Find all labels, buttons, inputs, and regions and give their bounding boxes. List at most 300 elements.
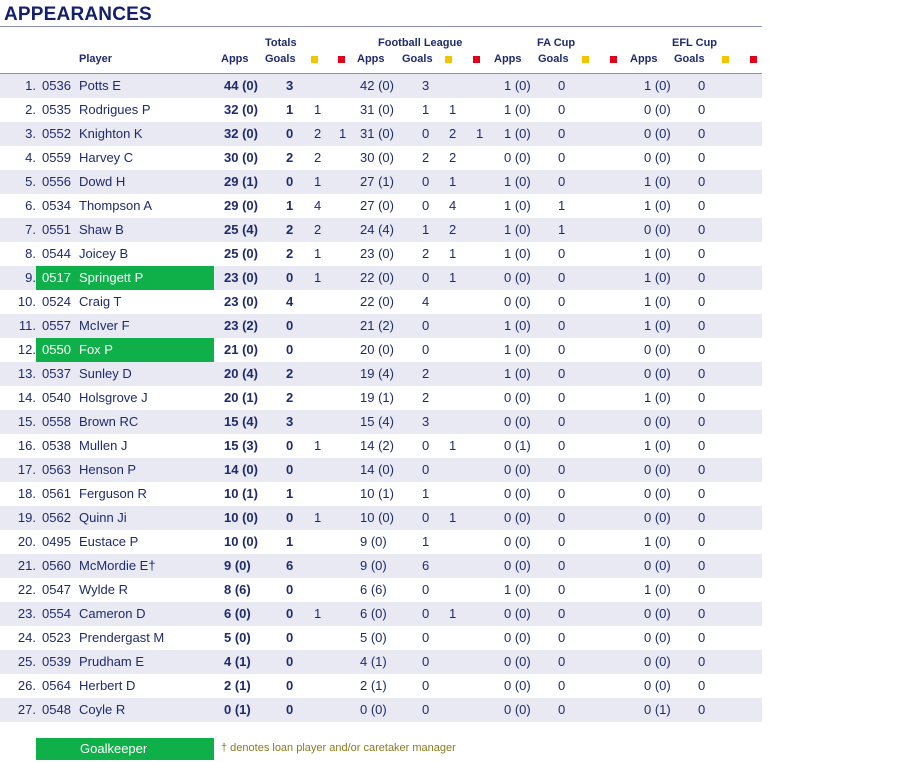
row-number: 23. [17, 606, 36, 621]
efl-cup-goals: 0 [698, 438, 706, 453]
league-apps: 19 (1) [360, 390, 394, 405]
fa-cup-apps: 0 (0) [504, 630, 531, 645]
fa-cup-goals: 0 [558, 246, 566, 261]
totals-apps: 2 (1) [224, 678, 251, 693]
fa-cup-goals: 0 [558, 414, 566, 429]
table-row [0, 290, 762, 314]
efl-cup-goals: 0 [698, 150, 706, 165]
fa-cup-goals: 0 [558, 342, 566, 357]
league-apps: 9 (0) [360, 534, 387, 549]
header-efl-goals: Goals [674, 53, 705, 65]
fa-cup-goals: 0 [558, 78, 566, 93]
totals-yellow-cards: 4 [314, 198, 322, 213]
totals-apps: 29 (1) [224, 174, 258, 189]
fa-cup-goals: 0 [558, 678, 566, 693]
player-code: 0561 [42, 486, 71, 501]
efl-cup-goals: 0 [698, 486, 706, 501]
row-number: 22. [17, 582, 36, 597]
efl-cup-apps: 1 (0) [644, 438, 671, 453]
title-divider [0, 26, 762, 27]
league-yellow-cards: 2 [449, 126, 457, 141]
player-code: 0524 [42, 294, 71, 309]
totals-apps: 5 (0) [224, 630, 251, 645]
table-row [0, 98, 762, 122]
red-card-icon [610, 56, 617, 63]
totals-goals: 0 [286, 702, 294, 717]
totals-goals: 0 [286, 318, 294, 333]
league-apps: 5 (0) [360, 630, 387, 645]
totals-goals: 3 [286, 78, 294, 93]
table-row [0, 314, 762, 338]
league-goals: 0 [422, 678, 430, 693]
league-goals: 2 [422, 366, 430, 381]
fa-cup-goals: 0 [558, 462, 566, 477]
totals-goals: 0 [286, 174, 294, 189]
totals-goals: 2 [286, 390, 294, 405]
efl-cup-goals: 0 [698, 198, 706, 213]
totals-goals: 0 [286, 510, 294, 525]
row-number: 6. [25, 198, 36, 213]
yellow-card-icon [445, 56, 452, 63]
league-yellow-cards: 1 [449, 606, 457, 621]
league-goals: 0 [422, 174, 430, 189]
table-row [0, 194, 762, 218]
table-row [0, 578, 762, 602]
league-apps: 20 (0) [360, 342, 394, 357]
efl-cup-goals: 0 [698, 246, 706, 261]
efl-cup-goals: 0 [698, 318, 706, 333]
league-red-cards: 1 [476, 126, 484, 141]
row-number: 17. [17, 462, 36, 477]
player-code: 0517 [42, 270, 71, 285]
totals-goals: 1 [286, 534, 294, 549]
totals-goals: 0 [286, 654, 294, 669]
player-name: McIver F [79, 318, 130, 333]
efl-cup-apps: 0 (0) [644, 462, 671, 477]
efl-cup-apps: 0 (0) [644, 414, 671, 429]
totals-apps: 25 (0) [224, 246, 258, 261]
player-name: McMordie E† [79, 558, 156, 573]
efl-cup-goals: 0 [698, 630, 706, 645]
totals-apps: 25 (4) [224, 222, 258, 237]
totals-apps: 23 (2) [224, 318, 258, 333]
totals-apps: 10 (1) [224, 486, 258, 501]
yellow-card-icon [311, 56, 318, 63]
efl-cup-apps: 0 (0) [644, 150, 671, 165]
player-name: Henson P [79, 462, 137, 477]
league-apps: 15 (4) [360, 414, 394, 429]
player-code: 0563 [42, 462, 71, 477]
efl-cup-goals: 0 [698, 174, 706, 189]
table-row [0, 554, 762, 578]
fa-cup-apps: 0 (0) [504, 702, 531, 717]
efl-cup-goals: 0 [698, 270, 706, 285]
header-totals: Totals [265, 37, 297, 49]
totals-goals: 2 [286, 366, 294, 381]
league-apps: 6 (0) [360, 606, 387, 621]
efl-cup-goals: 0 [698, 414, 706, 429]
league-goals: 0 [422, 198, 430, 213]
efl-cup-goals: 0 [698, 462, 706, 477]
player-code: 0544 [42, 246, 71, 261]
fa-cup-goals: 0 [558, 318, 566, 333]
efl-cup-goals: 0 [698, 678, 706, 693]
table-row [0, 482, 762, 506]
header-totals-goals: Goals [265, 53, 296, 65]
player-code: 0558 [42, 414, 71, 429]
player-name: Rodrigues P [79, 102, 151, 117]
league-apps: 42 (0) [360, 78, 394, 93]
row-number: 4. [25, 150, 36, 165]
totals-goals: 0 [286, 630, 294, 645]
player-name: Joicey B [79, 246, 129, 261]
totals-apps: 30 (0) [224, 150, 258, 165]
league-yellow-cards: 1 [449, 102, 457, 117]
fa-cup-apps: 0 (0) [504, 462, 531, 477]
league-goals: 0 [422, 606, 430, 621]
totals-goals: 3 [286, 414, 294, 429]
totals-goals: 0 [286, 126, 294, 141]
table-row [0, 410, 762, 434]
player-code: 0550 [42, 342, 71, 357]
efl-cup-apps: 1 (0) [644, 270, 671, 285]
totals-apps: 21 (0) [224, 342, 258, 357]
league-apps: 14 (2) [360, 438, 394, 453]
efl-cup-apps: 1 (0) [644, 198, 671, 213]
table-row [0, 674, 762, 698]
totals-red-cards: 1 [339, 126, 347, 141]
league-yellow-cards: 1 [449, 246, 457, 261]
player-code: 0537 [42, 366, 71, 381]
fa-cup-apps: 1 (0) [504, 102, 531, 117]
player-name: Knighton K [79, 126, 143, 141]
fa-cup-apps: 1 (0) [504, 78, 531, 93]
league-goals: 4 [422, 294, 430, 309]
fa-cup-apps: 1 (0) [504, 174, 531, 189]
efl-cup-apps: 0 (0) [644, 678, 671, 693]
totals-goals: 0 [286, 606, 294, 621]
table-row [0, 650, 762, 674]
player-code: 0540 [42, 390, 71, 405]
table-row [0, 266, 762, 290]
efl-cup-apps: 1 (0) [644, 390, 671, 405]
header-fa-goals: Goals [538, 53, 569, 65]
header-player: Player [79, 53, 113, 65]
fa-cup-goals: 0 [558, 174, 566, 189]
player-code: 0560 [42, 558, 71, 573]
fa-cup-goals: 0 [558, 390, 566, 405]
totals-yellow-cards: 1 [314, 510, 322, 525]
totals-yellow-cards: 2 [314, 126, 322, 141]
league-goals: 6 [422, 558, 430, 573]
player-name: Coyle R [79, 702, 126, 717]
totals-goals: 6 [286, 558, 294, 573]
totals-goals: 1 [286, 486, 294, 501]
row-number: 5. [25, 174, 36, 189]
totals-goals: 2 [286, 222, 294, 237]
totals-apps: 23 (0) [224, 270, 258, 285]
totals-apps: 4 (1) [224, 654, 251, 669]
header-fa-apps: Apps [494, 53, 522, 65]
totals-goals: 2 [286, 150, 294, 165]
league-yellow-cards: 1 [449, 510, 457, 525]
league-apps: 21 (2) [360, 318, 394, 333]
league-apps: 22 (0) [360, 294, 394, 309]
table-row [0, 362, 762, 386]
totals-yellow-cards: 1 [314, 246, 322, 261]
fa-cup-apps: 1 (0) [504, 246, 531, 261]
table-row [0, 530, 762, 554]
fa-cup-goals: 0 [558, 582, 566, 597]
legend [0, 736, 762, 762]
player-code: 0535 [42, 102, 71, 117]
totals-goals: 0 [286, 270, 294, 285]
table-row [0, 434, 762, 458]
fa-cup-goals: 0 [558, 606, 566, 621]
efl-cup-goals: 0 [698, 702, 706, 717]
table-row [0, 602, 762, 626]
player-name: Shaw B [79, 222, 124, 237]
league-yellow-cards: 2 [449, 150, 457, 165]
player-code: 0554 [42, 606, 71, 621]
header-league-goals: Goals [402, 53, 433, 65]
row-number: 24. [17, 630, 36, 645]
row-number: 11. [18, 318, 36, 333]
efl-cup-goals: 0 [698, 510, 706, 525]
header-efl-cup: EFL Cup [672, 37, 718, 49]
league-goals: 0 [422, 630, 430, 645]
league-yellow-cards: 1 [449, 174, 457, 189]
row-number: 21. [17, 558, 36, 573]
efl-cup-apps: 1 (0) [644, 294, 671, 309]
league-goals: 0 [422, 654, 430, 669]
efl-cup-goals: 0 [698, 126, 706, 141]
player-name: Craig T [79, 294, 122, 309]
league-apps: 10 (0) [360, 510, 394, 525]
fa-cup-apps: 1 (0) [504, 318, 531, 333]
player-name: Herbert D [79, 678, 136, 693]
totals-goals: 1 [286, 102, 294, 117]
table-row [0, 170, 762, 194]
player-name: Ferguson R [79, 486, 147, 501]
league-apps: 6 (6) [360, 582, 387, 597]
fa-cup-apps: 0 (0) [504, 270, 531, 285]
efl-cup-apps: 0 (0) [644, 654, 671, 669]
player-code: 0557 [42, 318, 71, 333]
totals-apps: 9 (0) [224, 558, 251, 573]
efl-cup-goals: 0 [698, 582, 706, 597]
player-name: Thompson A [79, 198, 152, 213]
player-name: Potts E [79, 78, 121, 93]
goalkeeper-legend [36, 738, 214, 760]
fa-cup-apps: 1 (0) [504, 342, 531, 357]
totals-apps: 15 (4) [224, 414, 258, 429]
efl-cup-apps: 0 (0) [644, 630, 671, 645]
fa-cup-apps: 0 (0) [504, 606, 531, 621]
fa-cup-apps: 0 (0) [504, 150, 531, 165]
fa-cup-apps: 1 (0) [504, 126, 531, 141]
fa-cup-goals: 0 [558, 486, 566, 501]
row-number: 7. [25, 222, 36, 237]
totals-goals: 0 [286, 678, 294, 693]
league-apps: 9 (0) [360, 558, 387, 573]
totals-goals: 0 [286, 582, 294, 597]
table-row [0, 218, 762, 242]
totals-apps: 15 (3) [224, 438, 258, 453]
totals-goals: 0 [286, 438, 294, 453]
player-name: Prendergast M [79, 630, 165, 645]
player-name: Fox P [79, 342, 113, 357]
player-code: 0551 [42, 222, 71, 237]
player-code: 0548 [42, 702, 71, 717]
fa-cup-apps: 0 (0) [504, 486, 531, 501]
fa-cup-apps: 0 (0) [504, 558, 531, 573]
league-apps: 19 (4) [360, 366, 394, 381]
totals-yellow-cards: 1 [314, 174, 322, 189]
totals-yellow-cards: 1 [314, 606, 322, 621]
yellow-card-icon [582, 56, 589, 63]
efl-cup-goals: 0 [698, 294, 706, 309]
fa-cup-goals: 0 [558, 366, 566, 381]
league-apps: 27 (1) [360, 174, 394, 189]
league-yellow-cards: 2 [449, 222, 457, 237]
fa-cup-goals: 0 [558, 510, 566, 525]
player-name: Wylde R [79, 582, 129, 597]
totals-apps: 44 (0) [224, 78, 258, 93]
totals-goals: 4 [286, 294, 294, 309]
row-number: 8. [25, 246, 36, 261]
fa-cup-goals: 0 [558, 126, 566, 141]
player-name: Harvey C [79, 150, 134, 165]
goalkeeper-legend-label: Goalkeeper [80, 741, 148, 756]
totals-apps: 0 (1) [224, 702, 251, 717]
player-name: Quinn Ji [79, 510, 127, 525]
table-row [0, 74, 762, 98]
efl-cup-goals: 0 [698, 342, 706, 357]
efl-cup-apps: 1 (0) [644, 582, 671, 597]
table-row [0, 122, 762, 146]
player-name: Mullen J [79, 438, 128, 453]
header-totals-apps: Apps [221, 53, 249, 65]
league-goals: 0 [422, 318, 430, 333]
page-title: APPEARANCES [4, 4, 152, 25]
efl-cup-goals: 0 [698, 558, 706, 573]
league-goals: 0 [422, 462, 430, 477]
efl-cup-apps: 1 (0) [644, 534, 671, 549]
header-efl-apps: Apps [630, 53, 658, 65]
league-goals: 0 [422, 702, 430, 717]
player-name: Holsgrove J [79, 390, 148, 405]
league-goals: 1 [422, 222, 430, 237]
efl-cup-goals: 0 [698, 606, 706, 621]
player-code: 0562 [42, 510, 71, 525]
efl-cup-apps: 0 (1) [644, 702, 671, 717]
efl-cup-goals: 0 [698, 390, 706, 405]
fa-cup-goals: 0 [558, 150, 566, 165]
red-card-icon [338, 56, 345, 63]
league-apps: 27 (0) [360, 198, 394, 213]
fa-cup-goals: 0 [558, 654, 566, 669]
efl-cup-apps: 0 (0) [644, 126, 671, 141]
fa-cup-apps: 0 (0) [504, 534, 531, 549]
league-goals: 0 [422, 582, 430, 597]
totals-goals: 1 [286, 198, 294, 213]
totals-apps: 14 (0) [224, 462, 258, 477]
league-goals: 3 [422, 78, 430, 93]
league-apps: 10 (1) [360, 486, 394, 501]
fa-cup-goals: 0 [558, 294, 566, 309]
table-row [0, 242, 762, 266]
league-apps: 22 (0) [360, 270, 394, 285]
player-name: Brown RC [79, 414, 139, 429]
efl-cup-apps: 0 (0) [644, 606, 671, 621]
league-goals: 3 [422, 414, 430, 429]
league-goals: 1 [422, 534, 430, 549]
red-card-icon [473, 56, 480, 63]
fa-cup-apps: 1 (0) [504, 198, 531, 213]
header-league-apps: Apps [357, 53, 385, 65]
efl-cup-goals: 0 [698, 534, 706, 549]
player-code: 0523 [42, 630, 71, 645]
efl-cup-apps: 0 (0) [644, 486, 671, 501]
efl-cup-goals: 0 [698, 222, 706, 237]
efl-cup-apps: 1 (0) [644, 246, 671, 261]
player-code: 0539 [42, 654, 71, 669]
league-apps: 30 (0) [360, 150, 394, 165]
totals-apps: 32 (0) [224, 102, 258, 117]
fa-cup-goals: 0 [558, 558, 566, 573]
league-yellow-cards: 4 [449, 198, 457, 213]
row-number: 16. [17, 438, 36, 453]
efl-cup-apps: 0 (0) [644, 558, 671, 573]
totals-yellow-cards: 1 [314, 270, 322, 285]
row-number: 9. [25, 270, 36, 285]
league-apps: 31 (0) [360, 126, 394, 141]
player-name: Eustace P [79, 534, 139, 549]
fa-cup-apps: 0 (0) [504, 654, 531, 669]
efl-cup-apps: 0 (0) [644, 222, 671, 237]
player-name: Dowd H [79, 174, 126, 189]
efl-cup-apps: 1 (0) [644, 318, 671, 333]
row-number: 2. [25, 102, 36, 117]
player-code: 0559 [42, 150, 71, 165]
league-goals: 2 [422, 390, 430, 405]
league-goals: 0 [422, 510, 430, 525]
totals-apps: 23 (0) [224, 294, 258, 309]
row-number: 18. [17, 486, 36, 501]
league-apps: 4 (1) [360, 654, 387, 669]
player-code: 0495 [42, 534, 71, 549]
player-name: Sunley D [79, 366, 132, 381]
league-apps: 2 (1) [360, 678, 387, 693]
row-number: 19. [17, 510, 36, 525]
totals-apps: 6 (0) [224, 606, 251, 621]
fa-cup-apps: 1 (0) [504, 582, 531, 597]
table-row [0, 386, 762, 410]
totals-apps: 20 (1) [224, 390, 258, 405]
fa-cup-apps: 0 (0) [504, 294, 531, 309]
player-name: Prudham E [79, 654, 145, 669]
table-row [0, 458, 762, 482]
efl-cup-goals: 0 [698, 102, 706, 117]
row-number: 13. [17, 366, 36, 381]
fa-cup-apps: 0 (1) [504, 438, 531, 453]
totals-apps: 32 (0) [224, 126, 258, 141]
row-number: 1. [25, 78, 36, 93]
player-code: 0536 [42, 78, 71, 93]
fa-cup-apps: 1 (0) [504, 222, 531, 237]
table-row [0, 626, 762, 650]
